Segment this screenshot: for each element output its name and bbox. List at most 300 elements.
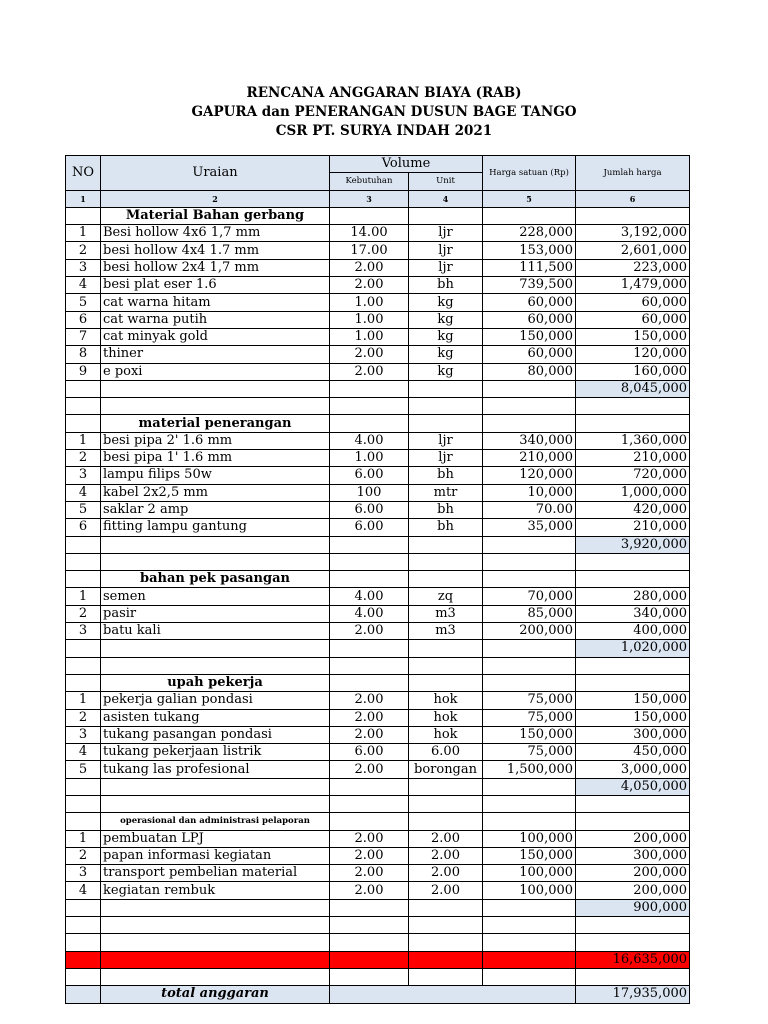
subtotal-row: [66, 536, 690, 553]
item-no: 1: [66, 588, 101, 605]
item-uraian: transport pembelian material: [101, 865, 330, 882]
item-uraian: tukang las profesional: [101, 761, 330, 778]
table-row: [66, 692, 690, 709]
header-volume: Volume: [330, 156, 483, 173]
table-row: [66, 744, 690, 761]
empty-cell: [409, 674, 483, 691]
item-no: 6: [66, 519, 101, 536]
section-header-row: [66, 207, 690, 224]
item-kebutuhan: 2.00: [330, 346, 409, 363]
item-kebutuhan: 100: [330, 484, 409, 501]
highlight-total-value: 16,635,000: [576, 951, 690, 968]
empty-cell: [483, 951, 576, 968]
empty-cell: [409, 968, 483, 985]
subtotal-value: 8,045,000: [576, 380, 690, 397]
empty-cell: [409, 640, 483, 657]
empty-cell: [576, 674, 690, 691]
item-kebutuhan: 2.00: [330, 726, 409, 743]
item-jumlah-harga: 300,000: [576, 726, 690, 743]
item-harga-satuan: 10,000: [483, 484, 576, 501]
empty-cell: [409, 917, 483, 934]
empty-cell: [330, 917, 409, 934]
item-harga-satuan: 60,000: [483, 346, 576, 363]
highlight-total-row: [66, 951, 690, 968]
empty-cell: [101, 536, 330, 553]
empty-cell: [66, 968, 101, 985]
empty-cell: [576, 207, 690, 224]
item-jumlah-harga: 160,000: [576, 363, 690, 380]
empty-cell: [409, 380, 483, 397]
section-title: bahan pek pasangan: [101, 571, 330, 588]
item-kebutuhan: 2.00: [330, 847, 409, 864]
item-no: 6: [66, 311, 101, 328]
empty-cell: [330, 934, 409, 951]
header-kebutuhan: Kebutuhan: [330, 173, 409, 190]
item-kebutuhan: 2.00: [330, 830, 409, 847]
table-row: [66, 346, 690, 363]
table-row: [66, 830, 690, 847]
item-harga-satuan: 85,000: [483, 605, 576, 622]
subtotal-row: [66, 899, 690, 916]
item-unit: m3: [409, 623, 483, 640]
item-kebutuhan: 6.00: [330, 501, 409, 518]
item-unit: 2.00: [409, 847, 483, 864]
empty-cell: [483, 813, 576, 830]
empty-cell: [483, 553, 576, 570]
empty-cell: [576, 553, 690, 570]
empty-cell: [330, 778, 409, 795]
table-row: [66, 363, 690, 380]
empty-cell: [483, 674, 576, 691]
col-number: 1: [66, 190, 101, 207]
item-kebutuhan: 1.00: [330, 294, 409, 311]
item-no: 2: [66, 605, 101, 622]
item-harga-satuan: 75,000: [483, 692, 576, 709]
empty-cell: [576, 917, 690, 934]
subtotal-value: 1,020,000: [576, 640, 690, 657]
empty-cell: [409, 795, 483, 812]
item-unit: 2.00: [409, 830, 483, 847]
empty-cell: [483, 657, 576, 674]
item-kebutuhan: 6.00: [330, 467, 409, 484]
item-kebutuhan: 1.00: [330, 328, 409, 345]
item-harga-satuan: 739,500: [483, 277, 576, 294]
empty-cell: [66, 934, 101, 951]
item-kebutuhan: 1.00: [330, 311, 409, 328]
empty-cell: [66, 640, 101, 657]
table-row: [66, 847, 690, 864]
item-harga-satuan: 60,000: [483, 294, 576, 311]
col-number: 5: [483, 190, 576, 207]
item-unit: kg: [409, 294, 483, 311]
item-unit: 2.00: [409, 882, 483, 899]
item-harga-satuan: 75,000: [483, 709, 576, 726]
item-uraian: papan informasi kegiatan: [101, 847, 330, 864]
table-row: [66, 501, 690, 518]
item-harga-satuan: 200,000: [483, 623, 576, 640]
item-jumlah-harga: 1,360,000: [576, 432, 690, 449]
table-row: [66, 242, 690, 259]
item-jumlah-harga: 150,000: [576, 709, 690, 726]
section-header-row: [66, 415, 690, 432]
empty-cell: [330, 398, 409, 415]
item-uraian: tukang pasangan pondasi: [101, 726, 330, 743]
item-harga-satuan: 70,000: [483, 588, 576, 605]
header-uraian: Uraian: [101, 156, 330, 191]
empty-cell: [101, 778, 330, 795]
empty-cell: [66, 536, 101, 553]
header-no: NO: [66, 156, 101, 191]
empty-cell: [409, 657, 483, 674]
section-header-row: [66, 813, 690, 830]
item-unit: 6.00: [409, 744, 483, 761]
empty-row: [66, 657, 690, 674]
table-row: [66, 225, 690, 242]
empty-cell: [330, 813, 409, 830]
item-kebutuhan: 2.00: [330, 882, 409, 899]
section-title: material penerangan: [101, 415, 330, 432]
item-uraian: Besi hollow 4x6 1,7 mm: [101, 225, 330, 242]
item-uraian: tukang pekerjaan listrik: [101, 744, 330, 761]
item-jumlah-harga: 200,000: [576, 882, 690, 899]
item-no: 2: [66, 450, 101, 467]
empty-cell: [101, 657, 330, 674]
item-jumlah-harga: 280,000: [576, 588, 690, 605]
col-number: 3: [330, 190, 409, 207]
item-uraian: pembuatan LPJ: [101, 830, 330, 847]
item-kebutuhan: 4.00: [330, 588, 409, 605]
empty-cell: [330, 207, 409, 224]
item-harga-satuan: 210,000: [483, 450, 576, 467]
item-uraian: besi pipa 2' 1.6 mm: [101, 432, 330, 449]
item-jumlah-harga: 720,000: [576, 467, 690, 484]
item-jumlah-harga: 2,601,000: [576, 242, 690, 259]
empty-cell: [330, 380, 409, 397]
item-harga-satuan: 150,000: [483, 328, 576, 345]
item-unit: 2.00: [409, 865, 483, 882]
empty-cell: [330, 951, 409, 968]
col-number: 6: [576, 190, 690, 207]
item-no: 1: [66, 432, 101, 449]
empty-cell: [409, 415, 483, 432]
item-unit: hok: [409, 726, 483, 743]
empty-cell: [409, 207, 483, 224]
empty-cell: [409, 571, 483, 588]
item-no: 8: [66, 346, 101, 363]
empty-cell: [66, 778, 101, 795]
item-no: 9: [66, 363, 101, 380]
item-unit: kg: [409, 363, 483, 380]
empty-cell: [66, 553, 101, 570]
item-jumlah-harga: 1,000,000: [576, 484, 690, 501]
item-no: 2: [66, 709, 101, 726]
empty-cell: [409, 934, 483, 951]
empty-cell: [101, 553, 330, 570]
subtotal-row: [66, 640, 690, 657]
item-kebutuhan: 6.00: [330, 519, 409, 536]
item-kebutuhan: 4.00: [330, 605, 409, 622]
empty-cell: [483, 398, 576, 415]
item-jumlah-harga: 420,000: [576, 501, 690, 518]
item-harga-satuan: 120,000: [483, 467, 576, 484]
item-no: 3: [66, 259, 101, 276]
item-jumlah-harga: 200,000: [576, 865, 690, 882]
table-row: [66, 467, 690, 484]
item-harga-satuan: 111,500: [483, 259, 576, 276]
item-jumlah-harga: 60,000: [576, 311, 690, 328]
item-unit: ljr: [409, 242, 483, 259]
item-harga-satuan: 100,000: [483, 865, 576, 882]
table-row: [66, 623, 690, 640]
empty-cell: [576, 813, 690, 830]
item-jumlah-harga: 1,479,000: [576, 277, 690, 294]
item-unit: hok: [409, 709, 483, 726]
empty-cell: [483, 795, 576, 812]
item-harga-satuan: 150,000: [483, 847, 576, 864]
header-jumlah-harga: Jumlah harga: [576, 156, 690, 191]
empty-cell: [66, 398, 101, 415]
empty-cell: [576, 795, 690, 812]
item-no: 2: [66, 242, 101, 259]
item-uraian: asisten tukang: [101, 709, 330, 726]
item-uraian: besi hollow 2x4 1,7 mm: [101, 259, 330, 276]
empty-cell: [66, 795, 101, 812]
empty-row: [66, 917, 690, 934]
item-unit: kg: [409, 311, 483, 328]
item-uraian: cat warna hitam: [101, 294, 330, 311]
item-uraian: saklar 2 amp: [101, 501, 330, 518]
item-harga-satuan: 70.00: [483, 501, 576, 518]
empty-cell: [409, 899, 483, 916]
table-row: [66, 709, 690, 726]
item-kebutuhan: 4.00: [330, 432, 409, 449]
empty-cell: [483, 778, 576, 795]
budget-body: [66, 207, 690, 1003]
empty-cell: [576, 398, 690, 415]
item-unit: ljr: [409, 450, 483, 467]
empty-cell: [483, 536, 576, 553]
item-harga-satuan: 60,000: [483, 311, 576, 328]
item-harga-satuan: 153,000: [483, 242, 576, 259]
item-uraian: besi pipa 1' 1.6 mm: [101, 450, 330, 467]
budget-table: [65, 155, 690, 1004]
empty-cell: [483, 640, 576, 657]
section-header-row: [66, 674, 690, 691]
empty-cell: [576, 968, 690, 985]
item-harga-satuan: 75,000: [483, 744, 576, 761]
item-jumlah-harga: 3,192,000: [576, 225, 690, 242]
table-row: [66, 294, 690, 311]
item-jumlah-harga: 150,000: [576, 328, 690, 345]
item-uraian: lampu filips 50w: [101, 467, 330, 484]
subtotal-value: 3,920,000: [576, 536, 690, 553]
item-uraian: e poxi: [101, 363, 330, 380]
empty-cell: [101, 640, 330, 657]
item-kebutuhan: 2.00: [330, 623, 409, 640]
item-kebutuhan: 6.00: [330, 744, 409, 761]
title-line-1: RENCANA ANGGARAN BIAYA (RAB): [246, 85, 522, 101]
empty-cell: [330, 986, 576, 1003]
empty-cell: [409, 813, 483, 830]
item-jumlah-harga: 340,000: [576, 605, 690, 622]
item-no: 1: [66, 692, 101, 709]
item-harga-satuan: 340,000: [483, 432, 576, 449]
empty-cell: [101, 380, 330, 397]
subtotal-value: 4,050,000: [576, 778, 690, 795]
item-kebutuhan: 1.00: [330, 450, 409, 467]
empty-cell: [66, 986, 101, 1003]
table-row: [66, 588, 690, 605]
total-label: total anggaran: [101, 986, 330, 1003]
table-row: [66, 328, 690, 345]
empty-cell: [101, 934, 330, 951]
empty-cell: [330, 657, 409, 674]
section-title: upah pekerja: [101, 674, 330, 691]
item-harga-satuan: 228,000: [483, 225, 576, 242]
empty-cell: [66, 415, 101, 432]
item-harga-satuan: 80,000: [483, 363, 576, 380]
item-no: 4: [66, 277, 101, 294]
empty-cell: [330, 795, 409, 812]
item-no: 1: [66, 830, 101, 847]
empty-cell: [330, 536, 409, 553]
item-jumlah-harga: 450,000: [576, 744, 690, 761]
item-unit: mtr: [409, 484, 483, 501]
item-kebutuhan: 2.00: [330, 709, 409, 726]
subtotal-row: [66, 778, 690, 795]
empty-cell: [66, 813, 101, 830]
header-harga-satuan: Harga satuan (Rp): [483, 156, 576, 191]
item-no: 4: [66, 484, 101, 501]
item-kebutuhan: 17.00: [330, 242, 409, 259]
item-uraian: kabel 2x2,5 mm: [101, 484, 330, 501]
item-uraian: cat minyak gold: [101, 328, 330, 345]
empty-cell: [66, 917, 101, 934]
empty-cell: [101, 398, 330, 415]
item-kebutuhan: 2.00: [330, 363, 409, 380]
item-jumlah-harga: 3,000,000: [576, 761, 690, 778]
item-unit: kg: [409, 328, 483, 345]
item-kebutuhan: 2.00: [330, 277, 409, 294]
empty-cell: [330, 553, 409, 570]
table-row: [66, 605, 690, 622]
item-unit: borongan: [409, 761, 483, 778]
empty-cell: [409, 398, 483, 415]
item-unit: bh: [409, 501, 483, 518]
col-number: 4: [409, 190, 483, 207]
empty-cell: [66, 899, 101, 916]
total-value: 17,935,000: [576, 986, 690, 1003]
item-uraian: pasir: [101, 605, 330, 622]
empty-cell: [66, 674, 101, 691]
empty-cell: [66, 571, 101, 588]
item-unit: ljr: [409, 432, 483, 449]
title-line-2: GAPURA dan PENERANGAN DUSUN BAGE TANGO: [191, 104, 577, 120]
table-row: [66, 311, 690, 328]
item-harga-satuan: 150,000: [483, 726, 576, 743]
empty-cell: [483, 917, 576, 934]
item-jumlah-harga: 60,000: [576, 294, 690, 311]
total-row: [66, 986, 690, 1003]
empty-cell: [409, 951, 483, 968]
item-unit: ljr: [409, 259, 483, 276]
table-row: [66, 259, 690, 276]
section-title: operasional dan administrasi pelaporan: [101, 813, 330, 830]
empty-cell: [409, 778, 483, 795]
item-no: 2: [66, 847, 101, 864]
empty-row: [66, 795, 690, 812]
col-number: 2: [101, 190, 330, 207]
item-no: 7: [66, 328, 101, 345]
empty-cell: [66, 380, 101, 397]
item-kebutuhan: 2.00: [330, 692, 409, 709]
item-unit: kg: [409, 346, 483, 363]
item-unit: hok: [409, 692, 483, 709]
item-uraian: fitting lampu gantung: [101, 519, 330, 536]
item-kebutuhan: 14.00: [330, 225, 409, 242]
empty-cell: [576, 934, 690, 951]
header-unit: Unit: [409, 173, 483, 190]
empty-cell: [330, 674, 409, 691]
item-uraian: batu kali: [101, 623, 330, 640]
item-no: 3: [66, 865, 101, 882]
item-unit: bh: [409, 519, 483, 536]
empty-cell: [66, 951, 101, 968]
table-row: [66, 519, 690, 536]
empty-row: [66, 968, 690, 985]
item-no: 3: [66, 726, 101, 743]
item-no: 4: [66, 882, 101, 899]
empty-cell: [330, 640, 409, 657]
empty-cell: [66, 207, 101, 224]
empty-cell: [576, 657, 690, 674]
item-jumlah-harga: 200,000: [576, 830, 690, 847]
item-unit: bh: [409, 467, 483, 484]
item-no: 1: [66, 225, 101, 242]
item-jumlah-harga: 150,000: [576, 692, 690, 709]
empty-cell: [101, 968, 330, 985]
item-no: 4: [66, 744, 101, 761]
item-jumlah-harga: 210,000: [576, 519, 690, 536]
table-row: [66, 432, 690, 449]
item-unit: m3: [409, 605, 483, 622]
empty-cell: [330, 899, 409, 916]
empty-cell: [409, 553, 483, 570]
subtotal-row: [66, 380, 690, 397]
item-jumlah-harga: 400,000: [576, 623, 690, 640]
empty-cell: [101, 917, 330, 934]
empty-cell: [101, 899, 330, 916]
table-row: [66, 882, 690, 899]
empty-cell: [330, 571, 409, 588]
empty-cell: [576, 415, 690, 432]
table-row: [66, 277, 690, 294]
item-no: 5: [66, 761, 101, 778]
item-uraian: pekerja galian pondasi: [101, 692, 330, 709]
item-harga-satuan: 100,000: [483, 882, 576, 899]
item-no: 5: [66, 501, 101, 518]
empty-cell: [330, 415, 409, 432]
table-row: [66, 450, 690, 467]
item-jumlah-harga: 210,000: [576, 450, 690, 467]
item-kebutuhan: 2.00: [330, 259, 409, 276]
item-jumlah-harga: 120,000: [576, 346, 690, 363]
item-uraian: besi hollow 4x4 1.7 mm: [101, 242, 330, 259]
empty-cell: [483, 968, 576, 985]
table-row: [66, 484, 690, 501]
item-no: 3: [66, 623, 101, 640]
item-kebutuhan: 2.00: [330, 761, 409, 778]
